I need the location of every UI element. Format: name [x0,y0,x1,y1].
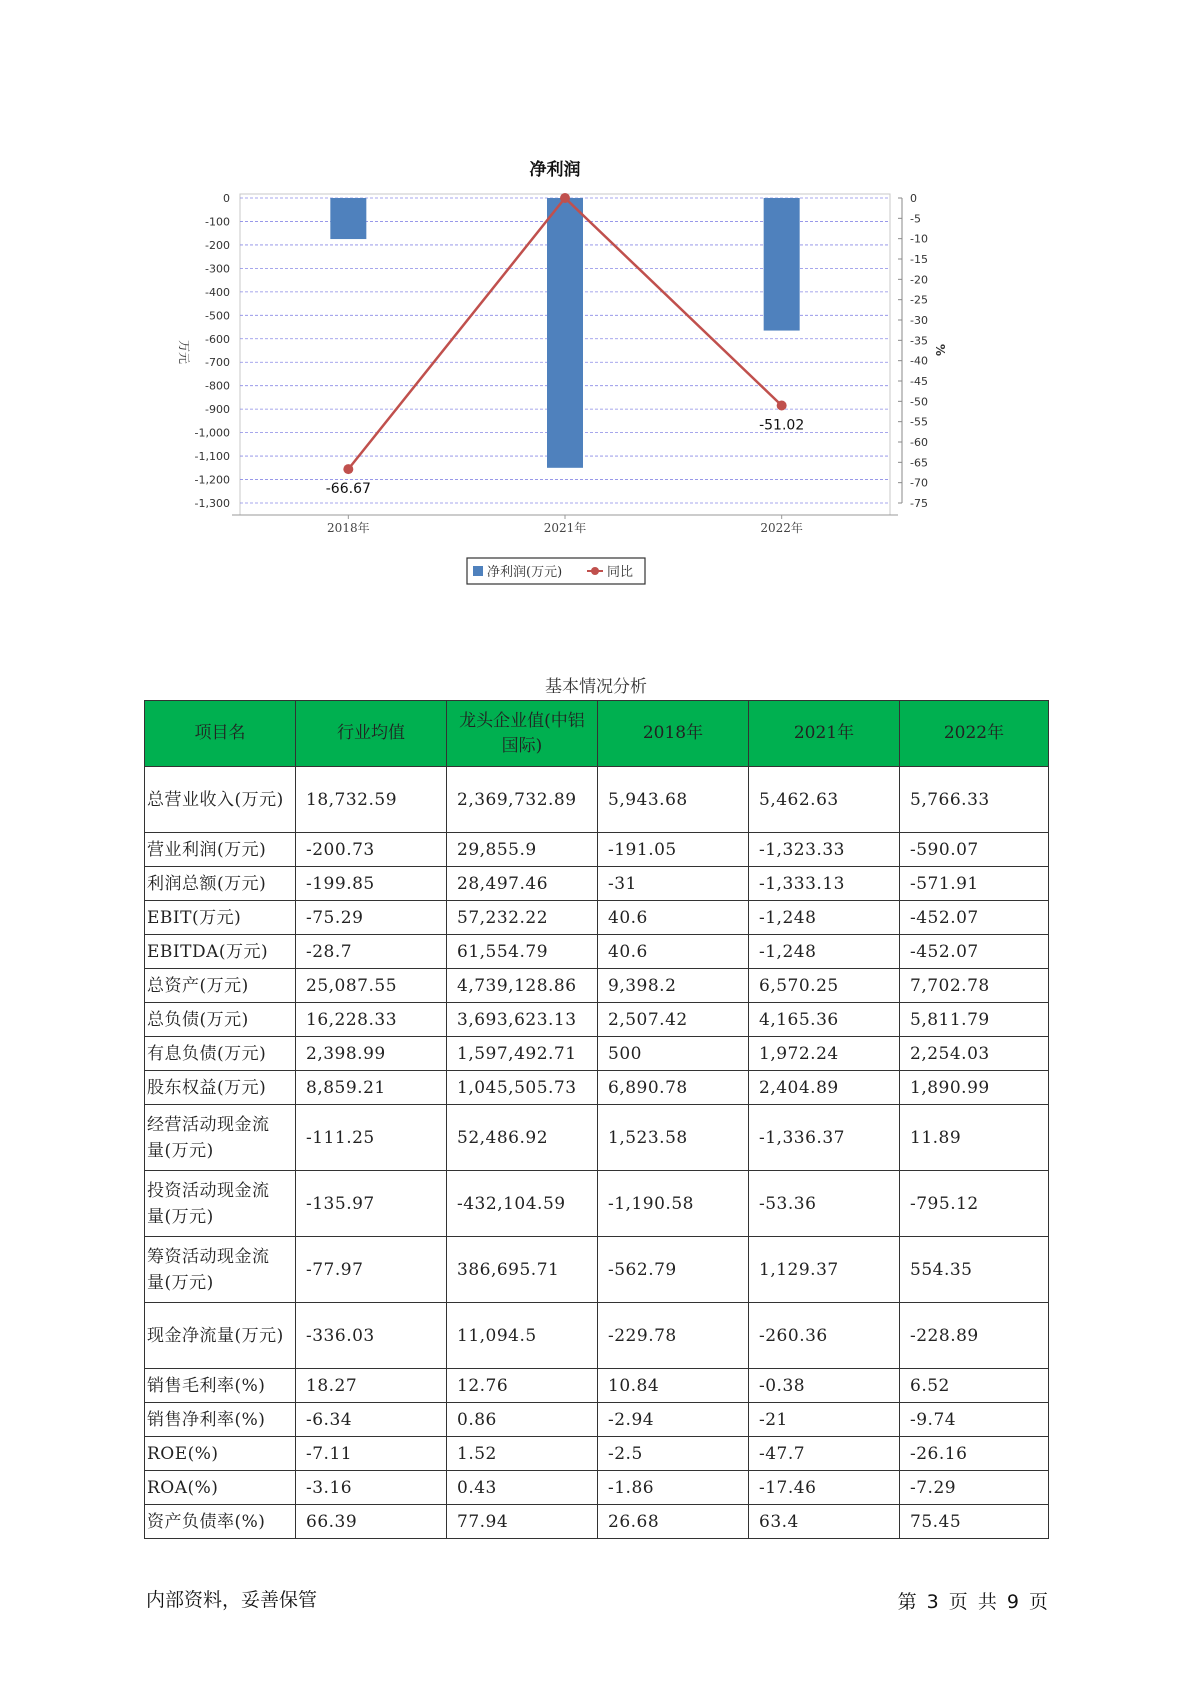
yoy-point [343,464,353,474]
value-cell: 66.39 [296,1505,447,1539]
value-cell: 75.45 [900,1505,1049,1539]
table-row [145,969,1049,1003]
value-cell: 1,045,505.73 [447,1071,598,1105]
y-right-tick-label: -60 [910,436,928,449]
row-label-cell: 总资产(万元) [145,969,296,1003]
value-cell: -432,104.59 [447,1171,598,1237]
value-cell: -6.34 [296,1403,447,1437]
y-right-tick-label: -30 [910,314,928,327]
y-tick-label: -1,300 [194,497,230,510]
row-label-cell: ROE(%) [145,1437,296,1471]
value-cell: -135.97 [296,1171,447,1237]
value-cell: -1,323.33 [749,833,900,867]
yoy-point [777,400,787,410]
y-right-tick-label: -55 [910,415,928,429]
y-right-tick-label: -20 [910,273,928,287]
row-label-cell: 筹资活动现金流量(万元) [145,1237,296,1303]
value-cell: -228.89 [900,1303,1049,1369]
value-cell: 40.6 [598,935,749,969]
value-cell: -1,336.37 [749,1105,900,1171]
value-cell: 1,129.37 [749,1237,900,1303]
table-row [145,1437,1049,1471]
row-label-cell: 总负债(万元) [145,1003,296,1037]
row-label-cell: 资产负债率(%) [145,1505,296,1539]
value-cell: 11,094.5 [447,1303,598,1369]
footer-confidential-note: 内部资料，妥善保管 [146,1589,318,1611]
row-label-cell: ROA(%) [145,1471,296,1505]
bar [330,198,366,239]
value-cell: 8,859.21 [296,1071,447,1105]
value-cell: 11.89 [900,1105,1049,1171]
y-right-tick-label: -35 [910,334,928,348]
value-cell: -3.16 [296,1471,447,1505]
value-cell: 2,404.89 [749,1071,900,1105]
row-label-cell: 销售毛利率(%) [145,1369,296,1403]
value-cell: 1,597,492.71 [447,1037,598,1071]
y-axis-label: 万元 [177,339,191,365]
value-cell: -21 [749,1403,900,1437]
header-cell: 2021年 [749,701,900,767]
value-cell: -452.07 [900,935,1049,969]
value-cell: 40.6 [598,901,749,935]
table-row [145,1403,1049,1437]
y-tick-label: 0 [223,192,230,205]
row-label-cell: 营业利润(万元) [145,833,296,867]
table-row [145,1105,1049,1171]
bar [547,198,583,468]
value-cell: -75.29 [296,901,447,935]
header-cell: 项目名 [145,701,296,767]
value-cell: 4,739,128.86 [447,969,598,1003]
value-cell: 28,497.46 [447,867,598,901]
value-cell: 77.94 [447,1505,598,1539]
value-cell: 25,087.55 [296,969,447,1003]
y-right-tick-label: -5 [910,212,921,226]
y-right-tick-label: -65 [910,456,928,470]
value-cell: -0.38 [749,1369,900,1403]
value-cell: 0.86 [447,1403,598,1437]
value-cell: -47.7 [749,1437,900,1471]
table-row [145,867,1049,901]
value-cell: -590.07 [900,833,1049,867]
y-right-tick-label: -70 [910,476,928,490]
value-cell: 5,943.68 [598,767,749,833]
value-cell: -191.05 [598,833,749,867]
value-cell: 5,766.33 [900,767,1049,833]
table-row [145,1003,1049,1037]
table-row [145,1237,1049,1303]
value-cell: 9,398.2 [598,969,749,1003]
y-tick-label: -300 [205,262,230,276]
y-tick-label: -700 [205,356,230,370]
data-label: -66.67 [325,481,371,498]
table-row [145,767,1049,833]
table-row [145,1171,1049,1237]
y-right-tick-label: -50 [910,395,928,409]
x-tick-label: 2018年 [327,521,370,535]
row-label-cell: 经营活动现金流量(万元) [145,1105,296,1171]
y-tick-label: -1,200 [194,473,230,487]
value-cell: 554.35 [900,1237,1049,1303]
value-cell: 5,462.63 [749,767,900,833]
value-cell: 5,811.79 [900,1003,1049,1037]
y-tick-label: -400 [205,285,230,299]
value-cell: 1.52 [447,1437,598,1471]
chart-title: 净利润 [529,160,581,180]
x-tick-label: 2022年 [760,521,803,535]
y-tick-label: -1,100 [194,450,230,464]
value-cell: 3,693,623.13 [447,1003,598,1037]
y-tick-label: -100 [205,215,230,229]
header-cell: 龙头企业值(中铝国际) [447,701,598,767]
header-cell: 2018年 [598,701,749,767]
value-cell: 10.84 [598,1369,749,1403]
value-cell: 2,398.99 [296,1037,447,1071]
y-tick-label: -1,000 [194,426,230,440]
yoy-point [560,193,570,203]
value-cell: -571.91 [900,867,1049,901]
row-label-cell: 销售净利率(%) [145,1403,296,1437]
value-cell: -7.11 [296,1437,447,1471]
row-label-cell: 投资活动现金流量(万元) [145,1171,296,1237]
y-tick-label: -600 [205,332,230,346]
row-label-cell: EBITDA(万元) [145,935,296,969]
value-cell: -2.94 [598,1403,749,1437]
value-cell: -562.79 [598,1237,749,1303]
y-tick-label: -200 [205,238,230,252]
table-row [145,901,1049,935]
row-label-cell: EBIT(万元) [145,901,296,935]
legend-line-marker [591,567,599,575]
value-cell: -1,248 [749,901,900,935]
value-cell: 500 [598,1037,749,1071]
value-cell: 2,507.42 [598,1003,749,1037]
row-label-cell: 总营业收入(万元) [145,767,296,833]
y-right-tick-label: -40 [910,354,928,368]
y-right-tick-label: 0 [910,192,917,205]
value-cell: 386,695.71 [447,1237,598,1303]
legend-bar-label: 净利润(万元) [487,565,563,580]
value-cell: -452.07 [900,901,1049,935]
value-cell: 61,554.79 [447,935,598,969]
value-cell: -7.29 [900,1471,1049,1505]
table-caption: 基本情况分析 [545,677,647,697]
value-cell: 0.43 [447,1471,598,1505]
legend-line-label: 同比 [607,565,634,580]
value-cell: 18.27 [296,1369,447,1403]
header-cell: 2022年 [900,701,1049,767]
basic-analysis-table [144,700,1049,1539]
value-cell: 1,972.24 [749,1037,900,1071]
table-row [145,1471,1049,1505]
value-cell: 29,855.9 [447,833,598,867]
table-row [145,1071,1049,1105]
data-label: -51.02 [759,417,805,434]
value-cell: 1,523.58 [598,1105,749,1171]
value-cell: -9.74 [900,1403,1049,1437]
table-header-row [145,701,1049,767]
value-cell: -17.46 [749,1471,900,1505]
table-body [145,767,1049,1539]
footer-page-number: 第 3 页 共 9 页 [897,1591,1048,1613]
value-cell: 7,702.78 [900,969,1049,1003]
table-row [145,1303,1049,1369]
value-cell: 26.68 [598,1505,749,1539]
value-cell: 63.4 [749,1505,900,1539]
y-right-axis-label: % [933,343,947,357]
y-right-tick-label: -10 [910,232,928,246]
value-cell: -200.73 [296,833,447,867]
value-cell: 4,165.36 [749,1003,900,1037]
value-cell: 6,890.78 [598,1071,749,1105]
value-cell: 1,890.99 [900,1071,1049,1105]
y-right-tick-label: -45 [910,375,928,388]
net-profit-chart [170,160,970,620]
value-cell: -77.97 [296,1237,447,1303]
table-row [145,833,1049,867]
value-cell: 16,228.33 [296,1003,447,1037]
value-cell: -31 [598,867,749,901]
header-cell: 行业均值 [296,701,447,767]
y-tick-label: -800 [205,379,230,393]
value-cell: 2,254.03 [900,1037,1049,1071]
value-cell: -1,333.13 [749,867,900,901]
value-cell: 2,369,732.89 [447,767,598,833]
value-cell: -795.12 [900,1171,1049,1237]
value-cell: 6,570.25 [749,969,900,1003]
y-right-tick-label: -25 [910,293,928,307]
x-tick-label: 2021年 [543,521,587,535]
value-cell: 57,232.22 [447,901,598,935]
y-right-tick-label: -75 [910,497,928,510]
value-cell: -2.5 [598,1437,749,1471]
value-cell: -1,190.58 [598,1171,749,1237]
value-cell: -260.36 [749,1303,900,1369]
value-cell: 18,732.59 [296,767,447,833]
value-cell: -199.85 [296,867,447,901]
bar [764,198,800,331]
value-cell: -1,248 [749,935,900,969]
value-cell: 12.76 [447,1369,598,1403]
y-tick-label: -500 [205,309,230,323]
row-label-cell: 现金净流量(万元) [145,1303,296,1369]
table-row [145,1037,1049,1071]
value-cell: 6.52 [900,1369,1049,1403]
value-cell: -1.86 [598,1471,749,1505]
table-row [145,1369,1049,1403]
y-right-tick-label: -15 [910,253,928,266]
chart-canvas [170,160,970,620]
value-cell: 52,486.92 [447,1105,598,1171]
table-row [145,1505,1049,1539]
value-cell: -28.7 [296,935,447,969]
legend-bar-swatch [473,566,483,576]
value-cell: -229.78 [598,1303,749,1369]
value-cell: -53.36 [749,1171,900,1237]
table-row [145,935,1049,969]
row-label-cell: 利润总额(万元) [145,867,296,901]
value-cell: -336.03 [296,1303,447,1369]
value-cell: -111.25 [296,1105,447,1171]
value-cell: -26.16 [900,1437,1049,1471]
row-label-cell: 股东权益(万元) [145,1071,296,1105]
row-label-cell: 有息负债(万元) [145,1037,296,1071]
y-tick-label: -900 [205,403,230,417]
